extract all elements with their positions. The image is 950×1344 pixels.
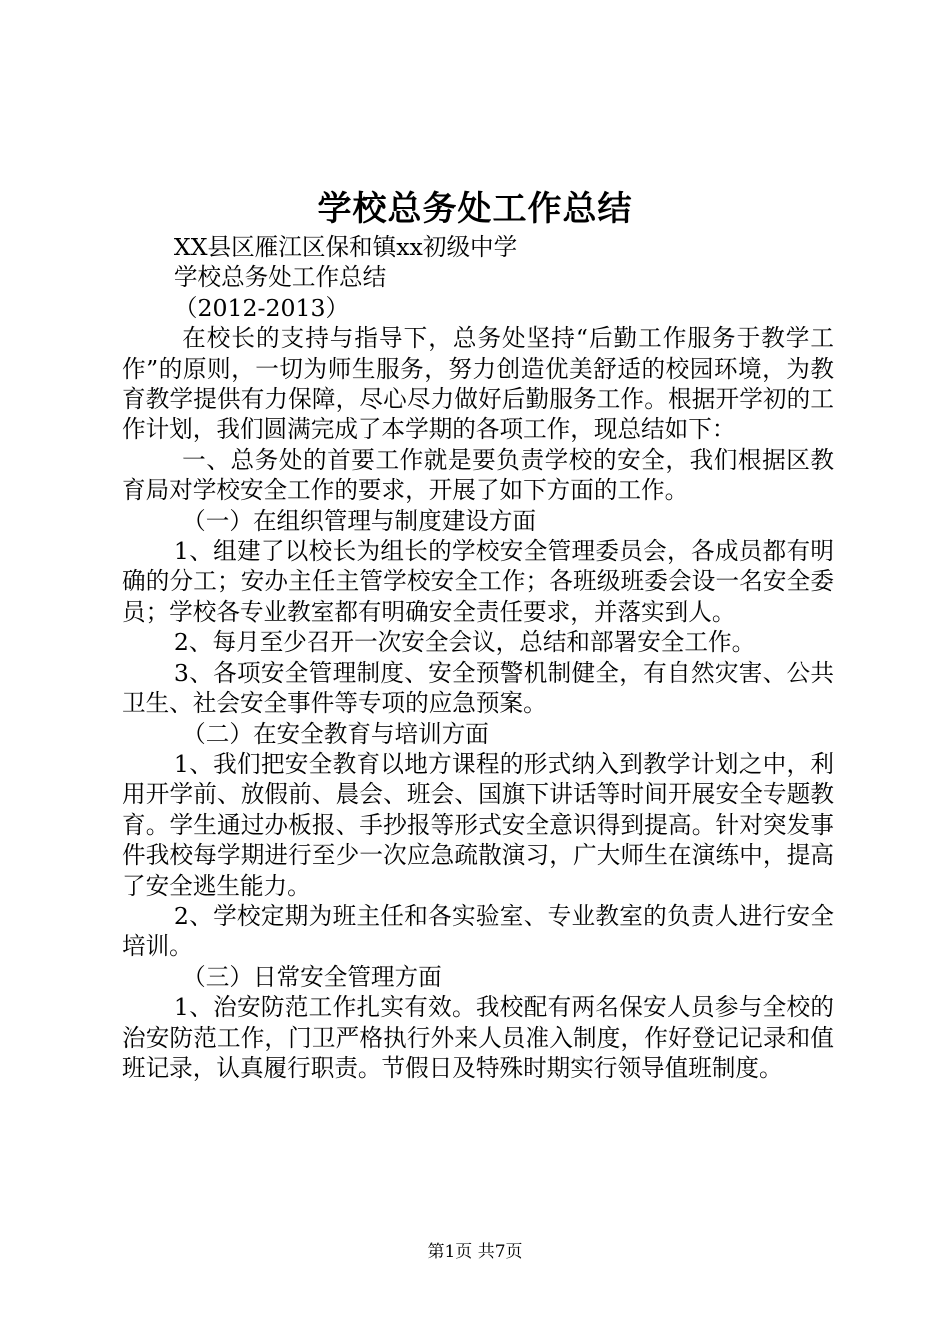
intro-paragraph: 在校长的支持与指导下，总务处坚持“后勤工作服务于教学工作”的原则，一切为师生服务，努力创造优美舒适的校园环境，为教育教学提供有力保障，尽心尽力做好后勤服务工作。根据开学初的工作计划，我们圆满完成了本学期的各项工作，现总结如下： — [122, 324, 834, 444]
document-title: 学校总务处工作总结 — [317, 189, 633, 229]
subsection-heading-organization: （一）在组织管理与制度建设方面 — [182, 506, 537, 535]
section-one-paragraph: 一、总务处的首要工作就是要负责学校的安全，我们根据区教育局对学校安全工作的要求，开展了如下方面的工作。 — [122, 445, 834, 505]
list-item-paragraph: 1、组建了以校长为组长的学校安全管理委员会，各成员都有明确的分工；安办主任主管学校安全工作；各班级班委会设一名安全委员；学校各专业教室都有明确安全责任要求，并落实到人。 — [122, 537, 834, 626]
year-range-line: （2012-2013） — [173, 293, 350, 322]
subtitle-line: 学校总务处工作总结 — [173, 263, 387, 292]
school-name-line: XX县区雁江区保和镇xx初级中学 — [173, 233, 518, 261]
subsection-heading-daily-management: （三）日常安全管理方面 — [182, 962, 442, 991]
list-item-paragraph: 2、学校定期为班主任和各实验室、专业教室的负责人进行安全培训。 — [122, 901, 834, 961]
list-item-paragraph: 3、各项安全管理制度、安全预警机制健全，有自然灾害、公共卫生、社会安全事件等专项的应急预案。 — [122, 658, 834, 718]
list-item-paragraph: 2、每月至少召开一次安全会议，总结和部署安全工作。 — [173, 628, 756, 657]
subsection-heading-education: （二）在安全教育与培训方面 — [182, 719, 489, 748]
document-body — [122, 232, 834, 1083]
list-item-paragraph: 1、我们把安全教育以地方课程的形式纳入到教学计划之中，利用开学前、放假前、晨会、班会、国旗下讲话等时间开展安全专题教育。学生通过办板报、手抄报等形式安全意识得到提高。针对突发事件我校每学期进行至少一次应急疏散演习，广大师生在演练中，提高了安全逃生能力。 — [122, 749, 834, 900]
list-item-paragraph: 1、治安防范工作扎实有效。我校配有两名保安人员参与全校的治安防范工作，门卫严格执行外来人员准入制度，作好登记记录和值班记录，认真履行职责。节假日及特殊时期实行领导值班制度。 — [122, 993, 834, 1082]
page-footer: 第1页 共7页 — [427, 1242, 523, 1262]
